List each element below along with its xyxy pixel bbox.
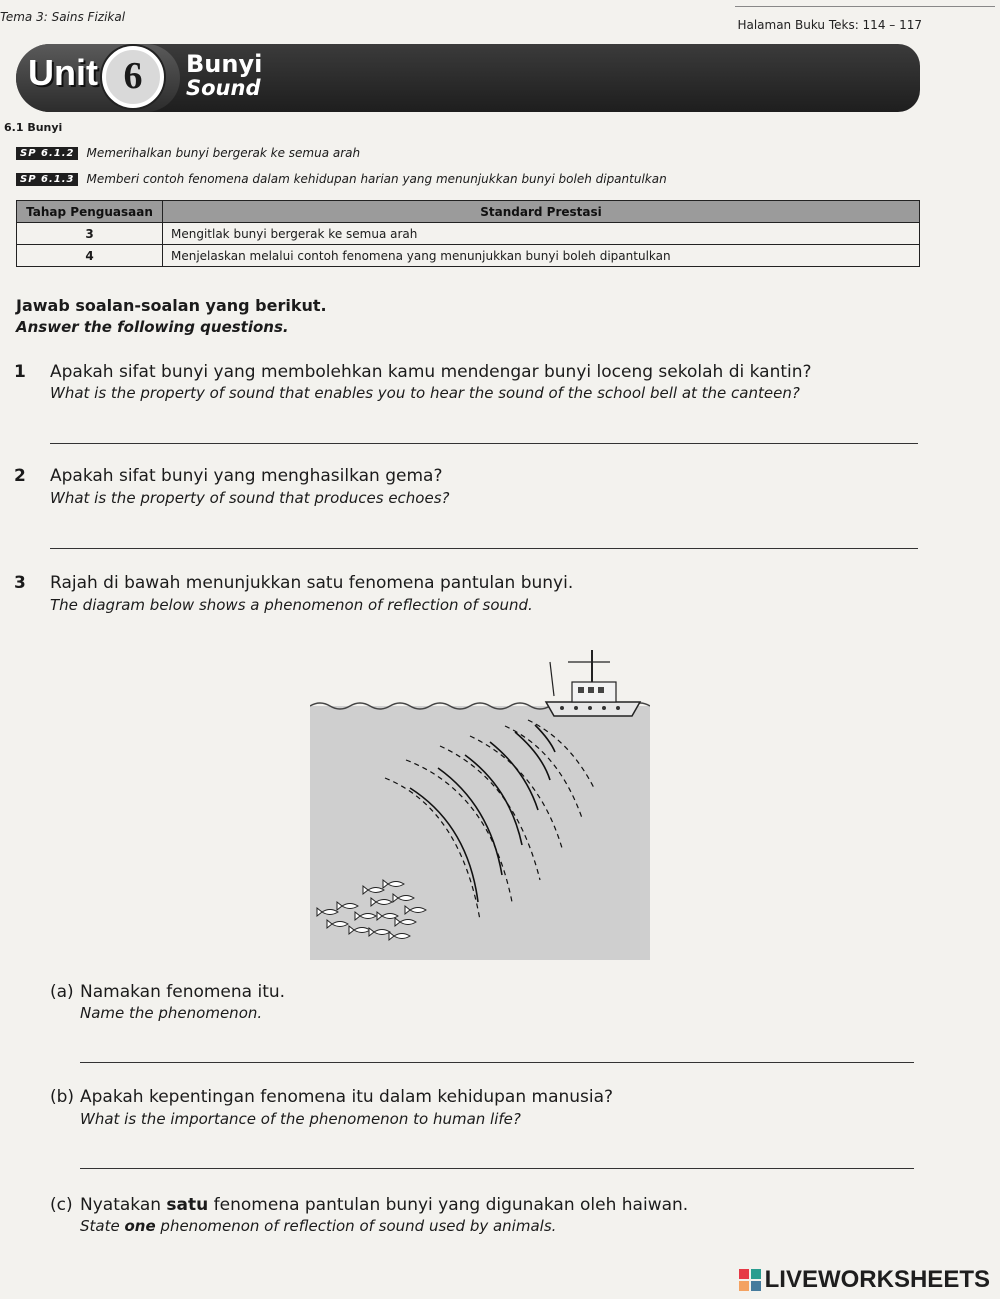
standard-table [16, 200, 920, 267]
sp-code: SP 6.1.2 [16, 147, 78, 160]
subquestion-label: (a) [50, 982, 74, 1002]
unit-title-ms: Bunyi [186, 50, 263, 78]
table-cell-level: 4 [17, 245, 163, 267]
subquestion-text-ms: Apakah kepentingan fenomena itu dalam kehidupan manusia? [80, 1087, 614, 1107]
question-text-ms: Apakah sifat bunyi yang membolehkan kamu mendengar bunyi loceng sekolah di kantin? [50, 362, 812, 382]
question-number: 3 [14, 573, 26, 593]
instructions-en: Answer the following questions. [16, 318, 289, 336]
liveworksheets-logo [739, 1266, 990, 1294]
table-cell-text: Mengitlak bunyi bergerak ke semua arah [163, 223, 920, 245]
sound-reflection-diagram [310, 640, 650, 960]
question-number: 2 [14, 466, 26, 486]
sp-text: Memerihalkan bunyi bergerak ke semua arah [86, 146, 361, 160]
table-header: Standard Prestasi [163, 201, 920, 223]
subquestion-text-ms: Nyatakan satu fenomena pantulan bunyi yang digunakan oleh haiwan. [80, 1195, 689, 1215]
unit-number: 6 [123, 55, 143, 97]
instructions-ms: Jawab soalan-soalan yang berikut. [16, 296, 327, 315]
answer-line-q2[interactable] [50, 548, 918, 549]
sp-text: Memberi contoh fenomena dalam kehidupan harian yang menunjukkan bunyi boleh dipantulkan [86, 172, 667, 186]
table-row [17, 223, 920, 245]
top-rule [735, 6, 995, 7]
question-text-ms: Rajah di bawah menunjukkan satu fenomena pantulan bunyi. [50, 573, 574, 593]
table-row [17, 245, 920, 267]
question-text-en: What is the property of sound that enables you to hear the sound of the school bell at the canteen? [50, 384, 800, 402]
question-number: 1 [14, 362, 26, 382]
subquestion-label: (c) [50, 1195, 73, 1215]
ship-icon [546, 650, 640, 716]
subquestion-text-en: State one phenomenon of reflection of sound used by animals. [80, 1217, 557, 1235]
table-cell-text: Menjelaskan melalui contoh fenomena yang menunjukkan bunyi boleh dipantulkan [163, 245, 920, 267]
theme-label: Tema 3: Sains Fizikal [0, 10, 126, 24]
liveworksheets-logo-icon [739, 1269, 761, 1291]
question-text-en: The diagram below shows a phenomenon of reflection of sound. [50, 596, 533, 614]
section-label: 6.1 Bunyi [4, 121, 63, 134]
answer-line-3b[interactable] [80, 1168, 914, 1169]
textbook-page-ref: Halaman Buku Teks: 114 – 117 [737, 18, 922, 32]
unit-word: Unit [28, 52, 98, 93]
table-cell-level: 3 [17, 223, 163, 245]
liveworksheets-brand: LIVEWORKSHEETS [764, 1266, 990, 1293]
subquestion-text-en: Name the phenomenon. [80, 1004, 263, 1022]
sp-code: SP 6.1.3 [16, 173, 78, 186]
unit-title-en: Sound [186, 76, 261, 100]
subquestion-label: (b) [50, 1087, 75, 1107]
sp-row [16, 146, 360, 160]
sea-water [310, 706, 650, 960]
subquestion-text-ms: Namakan fenomena itu. [80, 982, 286, 1002]
question-text-en: What is the property of sound that produces echoes? [50, 489, 450, 507]
answer-line-3a[interactable] [80, 1062, 914, 1063]
subquestion-text-en: What is the importance of the phenomenon to human life? [80, 1110, 521, 1128]
sp-row [16, 172, 667, 186]
answer-line-q1[interactable] [50, 443, 918, 444]
table-header: Tahap Penguasaan [17, 201, 163, 223]
question-text-ms: Apakah sifat bunyi yang menghasilkan gema? [50, 466, 443, 486]
